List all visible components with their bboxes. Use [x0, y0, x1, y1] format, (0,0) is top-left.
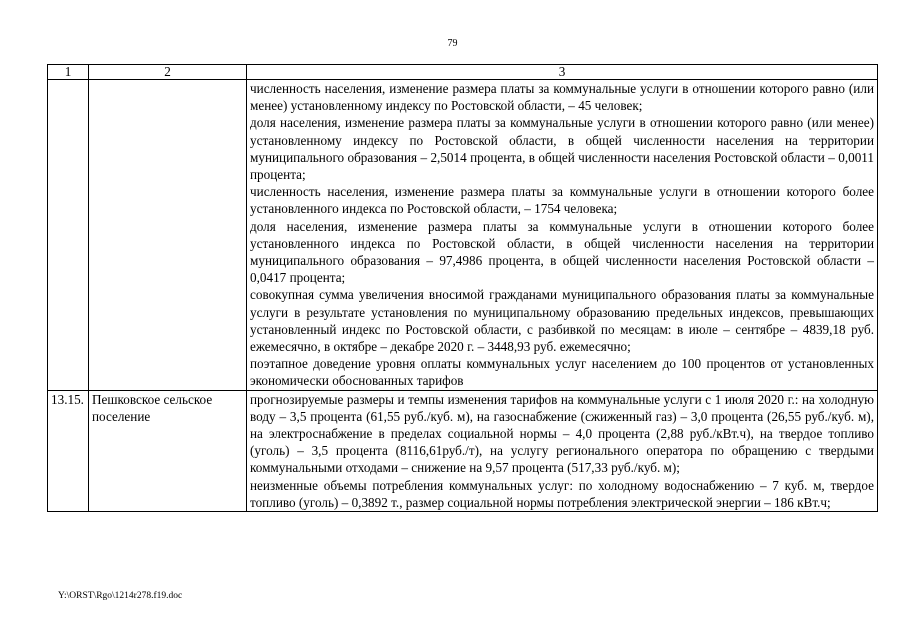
column-header: 2	[89, 65, 247, 80]
row-name	[89, 80, 247, 391]
row-number	[48, 80, 89, 391]
row-number: 13.15.	[48, 390, 89, 511]
paragraph: численность населения, изменение размера платы за коммунальные услуги в отношении которого равно (или менее) установленному индексу по Ростовской области, – 45 человек;	[250, 81, 874, 114]
paragraph: доля населения, изменение размера платы за коммунальные услуги в отношении которого равно (или менее) установленному индексу по Ростовской области, в общей численности населения на территории муниципального образования – 2,5014 процента, в общей численности населения Ростовской области – 0,0011 процента;	[250, 115, 874, 183]
column-header: 3	[247, 65, 878, 80]
paragraph: совокупная сумма увеличения вносимой гражданами муниципального образования платы за коммунальные услуги в результате установления по муниципальному образованию предельных индексов, превышающих установленный индекс по Ростовской области, с разбивкой по месяцам: в июле – сентябре – 4839,18 руб. ежемесячно, в октябре – декабре 2020 г. – 3448,93 руб. ежемесячно;	[250, 287, 874, 355]
paragraph: численность населения, изменение размера платы за коммунальные услуги в отношении которого более установленного индекса по Ростовской области, – 1754 человека;	[250, 184, 874, 217]
row-name: Пешковское сельское поселение	[89, 390, 247, 511]
page-number: 79	[447, 38, 458, 49]
paragraph: неизменные объемы потребления коммунальных услуг: по холодному водоснабжению – 7 куб. м, твердое топливо (уголь) – 0,3892 т., размер социальной нормы потребления электрической энергии – 186 кВт.ч;	[250, 477, 874, 510]
column-header: 1	[48, 65, 89, 80]
row-content	[247, 390, 878, 511]
file-path-footer: Y:\ORST\Rgo\1214r278.f19.doc	[58, 591, 183, 601]
paragraph: поэтапное доведение уровня оплаты коммунальных услуг населением до 100 процентов от установленных экономически обоснованных тарифов	[250, 356, 874, 389]
table-row	[48, 80, 878, 391]
paragraph: доля населения, изменение размера платы за коммунальные услуги в отношении которого более установленного индекса по Ростовской области, в общей численности населения на территории муниципального образования – 97,4986 процента, в общей численности населения Ростовской области – 0,0417 процента;	[250, 218, 874, 286]
row-content	[247, 80, 878, 391]
table-row	[48, 390, 878, 511]
table-header-row	[48, 65, 878, 80]
document-table	[47, 64, 878, 512]
paragraph: прогнозируемые размеры и темпы изменения тарифов на коммунальные услуги с 1 июля 2020 г.: на холодную воду – 3,5 процента (61,55 руб./куб. м), на газоснабжение (сжиженный газ) – 3,0 процента (26,55 руб./куб. м), на электроснабжение в пределах социальной нормы – 4,0 процента (2,88 руб./кВт.ч), на твердое топливо (уголь) – 3,5 процента (8116,61руб./т), на услугу регионального оператора по обращению с твердыми коммунальными отходами – снижение на 9,57 процента (517,33 руб./куб. м);	[250, 391, 874, 476]
